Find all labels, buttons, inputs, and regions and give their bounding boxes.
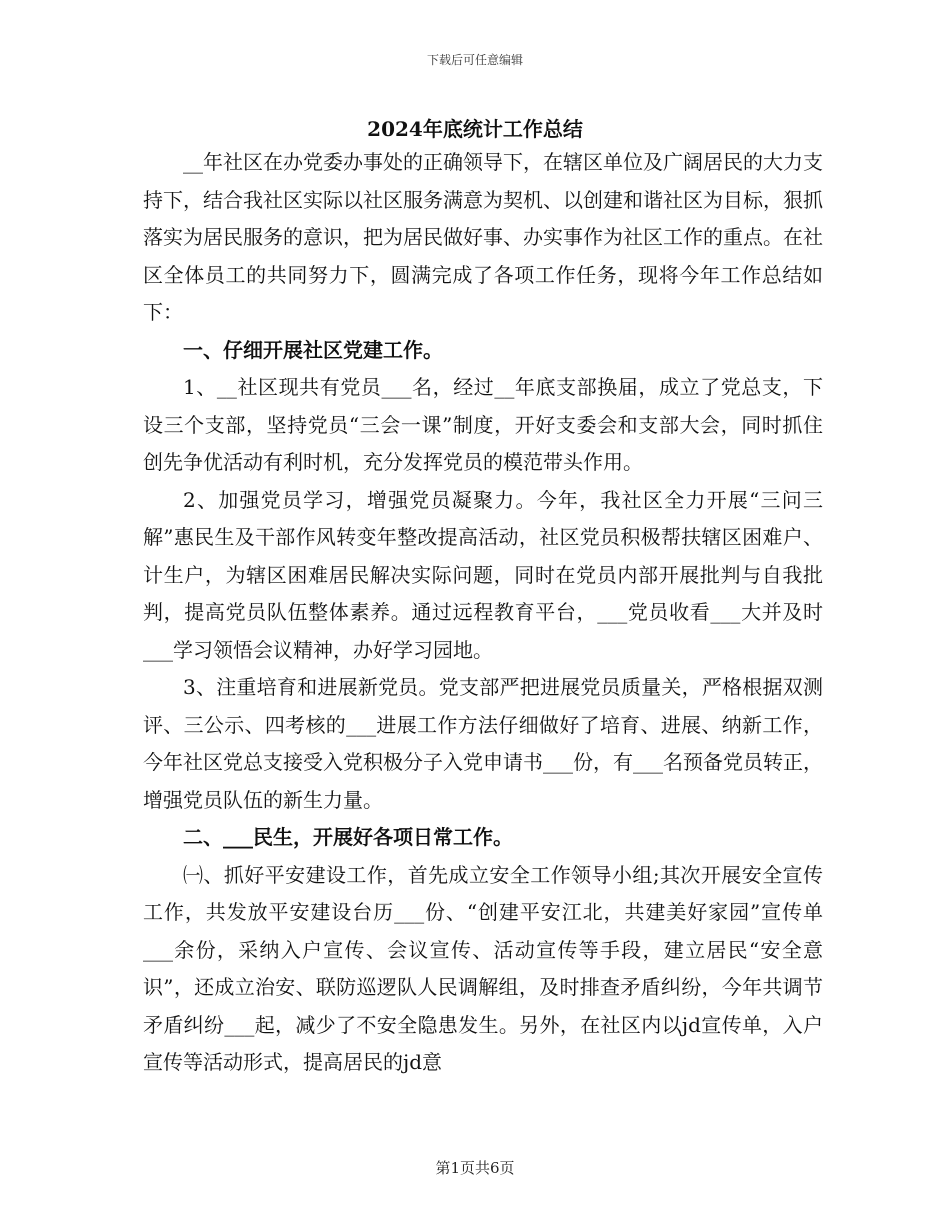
- page-number: 第1页共6页: [435, 1159, 515, 1177]
- paragraph-1-3: 3、注重培育和进展新党员。党支部严把进展党员质量关，严格根据双测评、三公示、四考核的___进展工作方法仔细做好了培育、进展、纳新工作，今年社区党总支接受入党积极分子入党申请书___份，有___名预备党员转正，增强党员队伍的新生力量。: [143, 675, 823, 812]
- paragraph-2-1: ㈠、抓好平安建设工作，首先成立安全工作领导小组;其次开展安全宣传工作，共发放平安建设台历___份、“创建平安江北，共建美好家园”宣传单___余份，采纳入户宣传、会议宣传、活动宣传等手段，建立居民“安全意识”，还成立治安、联防巡逻队人民调解组，及时排查矛盾纠纷，今年共调节矛盾纠纷___起，减少了不安全隐患发生。另外，在社区内以jd宣传单，入户宣传等活动形式，提高居民的jd意: [143, 862, 823, 1074]
- document-body: [143, 144, 823, 1082]
- document-title: 2024年底统计工作总结: [367, 117, 583, 141]
- section-heading-2: 二、___民生，开展好各项日常工作。: [183, 825, 513, 849]
- section-heading-1: 一、仔细开展社区党建工作。: [183, 337, 443, 362]
- paragraph-1-1: 1、__社区现共有党员___名，经过__年底支部换届，成立了党总支，下设三个支部，坚持党员“三会一课”制度，开好支委会和支部大会，同时抓住创先争优活动有利时机，充分发挥党员的模范带头作用。: [143, 375, 823, 474]
- page-header-note: 下载后可任意编辑: [426, 53, 523, 67]
- intro-paragraph: __年社区在办党委办事处的正确领导下，在辖区单位及广阔居民的大力支持下，结合我社区实际以社区服务满意为契机、以创建和谐社区为目标，狠抓落实为居民服务的意识，把为居民做好事、办实事作为社区工作的重点。在社区全体员工的共同努力下，圆满完成了各项工作任务，现将今年工作总结如下：: [143, 150, 823, 324]
- paragraph-1-2: 2、加强党员学习，增强党员凝聚力。今年，我社区全力开展“三问三解”惠民生及干部作风转变年整改提高活动，社区党员积极帮扶辖区困难户、计生户，为辖区困难居民解决实际问题，同时在党员内部开展批判与自我批判，提高党员队伍整体素养。通过远程教育平台，___党员收看___大并及时___学习领悟会议精神，办好学习园地。: [143, 487, 823, 662]
